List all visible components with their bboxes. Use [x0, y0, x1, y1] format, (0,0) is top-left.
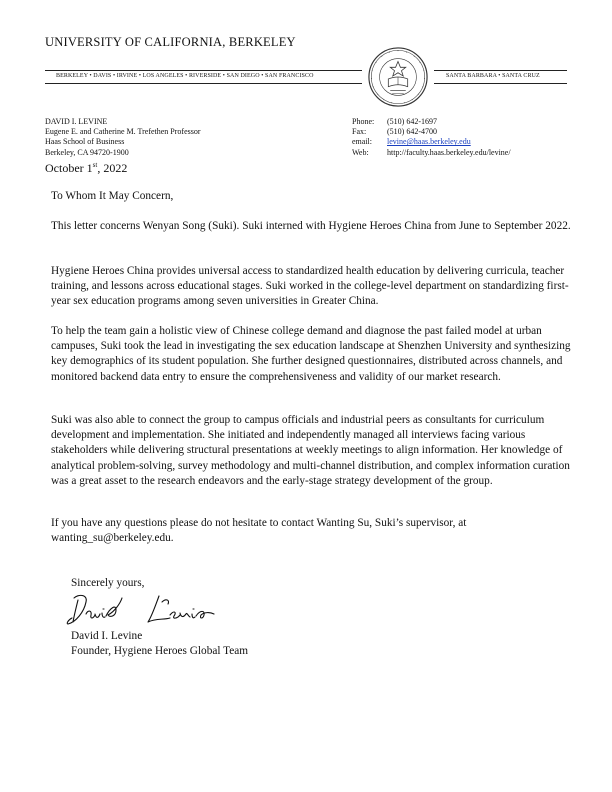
- date-suffix: st: [92, 161, 98, 169]
- signer-name: David I. Levine: [71, 630, 143, 642]
- salutation: To Whom It May Concern,: [51, 190, 174, 202]
- phone-label: Phone:: [352, 117, 375, 126]
- university-name: UNIVERSITY OF CALIFORNIA, BERKELEY: [45, 35, 296, 49]
- closing: Sincerely yours,: [71, 577, 145, 589]
- handwritten-signature: [64, 588, 239, 630]
- web-value: http://faculty.haas.berkeley.edu/levine/: [387, 147, 511, 157]
- sender-block: [45, 117, 201, 158]
- paragraph-3: To help the team gain a holistic view of Chinese college demand and diagnose the past failed model at urban campuses, Suki took the lead in investigating the sex education landscape at Shenzhen University and synthesizing key demographics of its student population. She further designed questionnaires, distributed across channels, and monitored backend data entry to ensure the comprehensiveness and validity of our market research.: [51, 325, 571, 383]
- contact-web: [352, 148, 511, 158]
- phone-value: (510) 642-1697: [387, 117, 437, 126]
- sender-name: DAVID I. LEVINE: [45, 117, 108, 126]
- paragraph-4: Suki was also able to connect the group to campus officials and industrial peers as consultants for curriculum development and implementation. She initiated and independently managed all interviews facing various stakeholders while delivering structural presentations at weekly meetings to align information. Her knowledge of analytical problem-solving, survey methodology and multi-channel distribution, and complex information curation was a great asset to the research endeavors and the early-stage strategy development of the group.: [51, 414, 570, 487]
- date-year: , 2022: [97, 161, 128, 175]
- sender-title: Eugene E. and Catherine M. Trefethen Professor: [45, 127, 201, 137]
- contact-phone: [352, 117, 511, 127]
- letterhead-rule-bottom-right: [434, 83, 567, 84]
- letter-date: [45, 161, 127, 176]
- paragraph-2: Hygiene Heroes China provides universal access to standardized health education by delivering curricula, teacher training, and lessons across educational stages. Suki worked in the college-level department on standardizing first-year sex education programs among seven universities in Greater China.: [51, 265, 569, 308]
- fax-value: (510) 642-4700: [387, 127, 437, 137]
- campus-list-right: SANTA BARBARA • SANTA CRUZ: [446, 73, 540, 79]
- contact-fax: [352, 127, 511, 137]
- university-seal-icon: [367, 46, 429, 108]
- paragraph-5: If you have any questions please do not hesitate to contact Wanting Su, Suki’s supervisor, at wanting_su@berkeley.edu.: [51, 517, 467, 545]
- contact-email: [352, 137, 511, 147]
- email-label: email:: [352, 137, 372, 147]
- letterhead-rule-bottom-left: [45, 83, 362, 84]
- sender-school: Haas School of Business: [45, 137, 125, 147]
- web-label: Web:: [352, 147, 369, 157]
- date-month: October 1: [45, 161, 93, 175]
- contact-block: [352, 117, 511, 158]
- paragraph-1: This letter concerns Wenyan Song (Suki). Suki interned with Hygiene Heroes China from June to September 2022.: [51, 220, 571, 232]
- email-link[interactable]: levine@haas.berkeley.edu: [387, 137, 471, 147]
- sender-city: Berkeley, CA 94720-1900: [45, 147, 129, 157]
- letterhead-rule-top-left: [45, 70, 362, 71]
- campus-list-left: BERKELEY • DAVIS • IRVINE • LOS ANGELES • RIVERSIDE • SAN DIEGO • SAN FRANCISCO: [56, 73, 314, 79]
- signer-title: Founder, Hygiene Heroes Global Team: [71, 645, 249, 657]
- letterhead-rule-top-right: [434, 70, 567, 71]
- fax-label: Fax:: [352, 127, 367, 137]
